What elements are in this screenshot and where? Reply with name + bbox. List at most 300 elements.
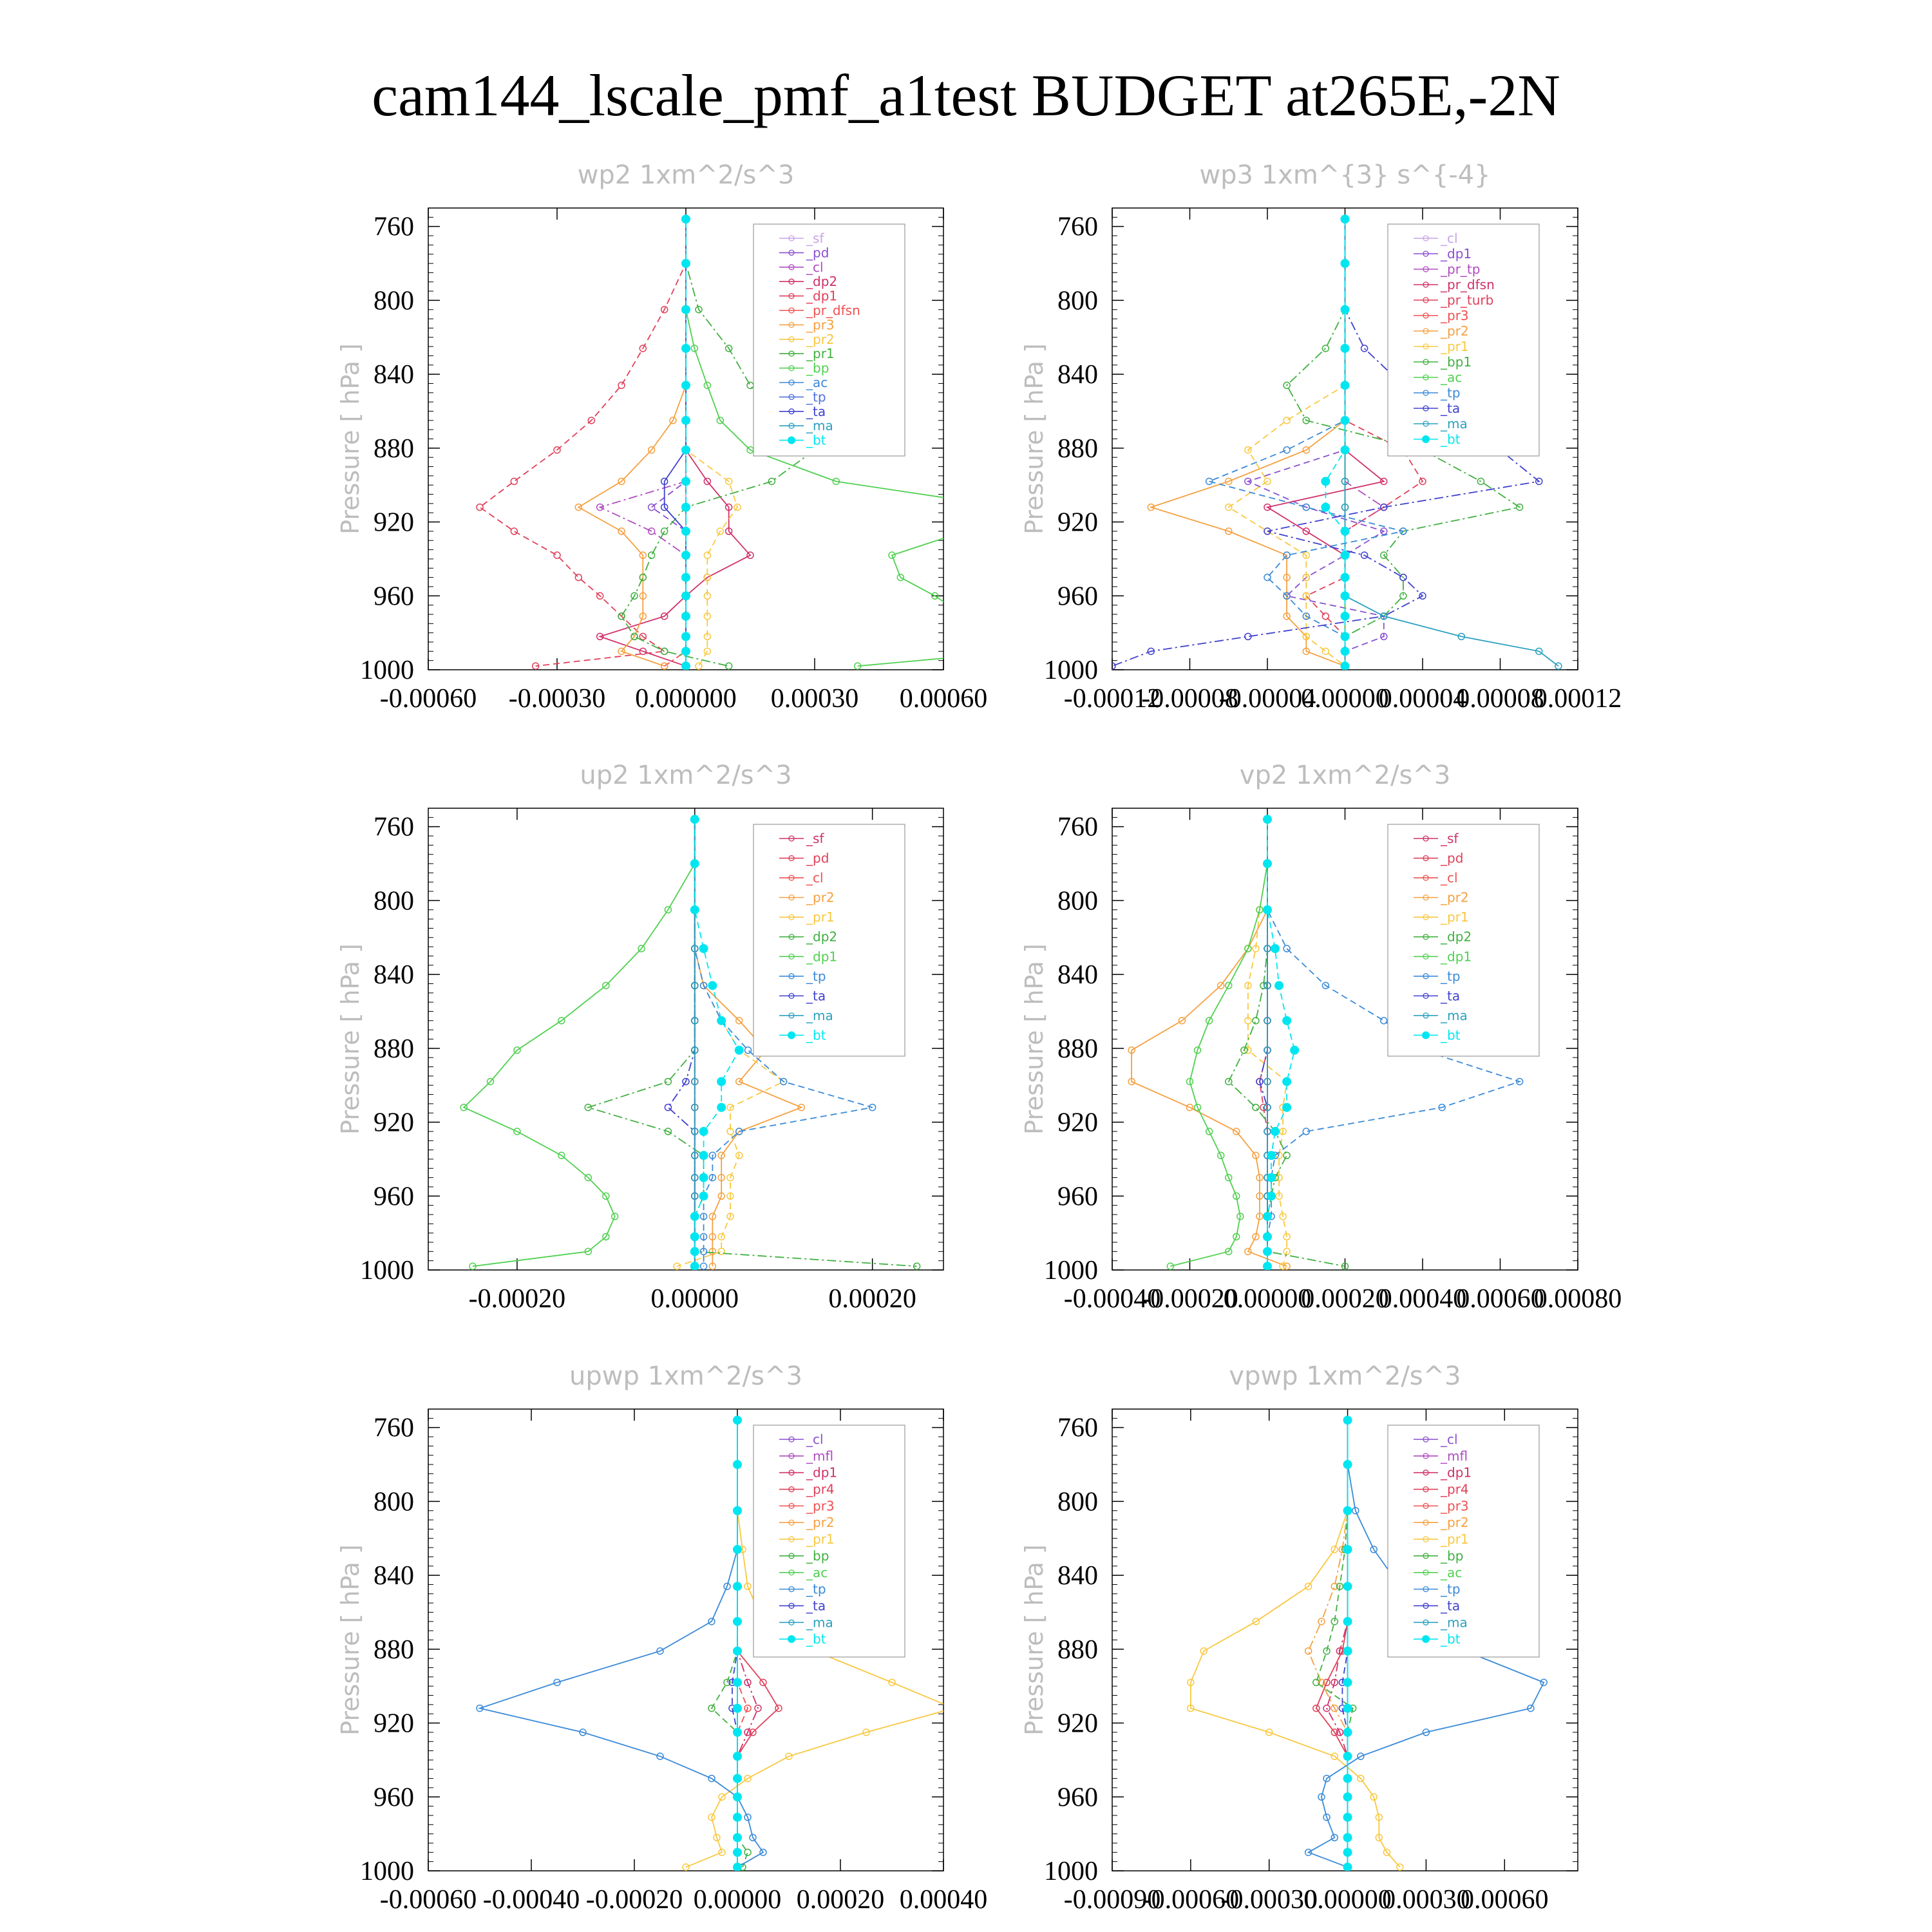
data-point-bt — [1343, 1582, 1352, 1591]
x-tick-label: 0.00000 — [1223, 1284, 1312, 1314]
data-point-bt — [733, 1833, 742, 1842]
legend — [1388, 824, 1539, 1056]
legend-label: _dp1 — [1441, 246, 1472, 261]
data-point-bt — [690, 905, 699, 914]
y-tick-label: 800 — [1057, 286, 1098, 316]
data-point-bt — [681, 503, 690, 512]
data-point-bt — [681, 214, 690, 223]
data-point-bt — [1341, 381, 1350, 390]
y-axis-label: Pressure [ hPa ] — [336, 1544, 365, 1736]
legend-label: _sf — [806, 831, 824, 846]
data-point-bt — [699, 1151, 708, 1160]
data-point-bp — [961, 613, 968, 620]
x-tick-label: 0.00008 — [1456, 684, 1544, 714]
y-tick-label: 880 — [374, 433, 414, 464]
y-tick-label: 840 — [374, 360, 414, 390]
legend-label: _tp — [1441, 968, 1461, 984]
data-point-bt — [1263, 815, 1272, 824]
data-point-bt — [690, 1262, 699, 1271]
x-tick-label: -0.00060 — [379, 684, 477, 714]
data-point-bt — [1274, 981, 1283, 990]
data-point-dp1 — [575, 574, 582, 581]
data-point-bp — [961, 528, 968, 535]
panel-title: vp2 1xm^2/s^3 — [1239, 761, 1451, 790]
legend-label: _pr_tp — [1441, 261, 1481, 277]
y-tick-label: 760 — [374, 812, 414, 842]
data-point-bt — [1267, 1191, 1276, 1200]
data-point-bt — [690, 815, 699, 824]
legend-label: _dp1 — [1441, 1464, 1472, 1481]
y-tick-label: 1000 — [1044, 656, 1098, 685]
data-point-pr2 — [696, 663, 702, 669]
legend-label: _bt — [806, 1631, 826, 1647]
legend-marker — [788, 1031, 795, 1039]
data-point-bt — [699, 944, 708, 953]
legend-label: _dp2 — [806, 274, 838, 290]
data-point-bt — [733, 1813, 742, 1822]
legend-label: _pd — [806, 245, 829, 261]
legend-label: _cl — [806, 259, 824, 275]
legend-label: _ma — [1441, 1007, 1468, 1023]
legend-label: _pr1 — [1441, 909, 1469, 925]
x-tick-label: 0.00012 — [1533, 684, 1622, 714]
x-tick-label: -0.00090 — [1063, 1885, 1161, 1915]
y-tick-label: 920 — [374, 507, 414, 538]
data-point-pr1 — [649, 552, 655, 558]
y-tick-label: 760 — [1057, 812, 1098, 842]
legend-label: _dp1 — [806, 1464, 838, 1481]
legend-label: _pd — [1441, 850, 1464, 866]
data-point-bt — [733, 1704, 742, 1713]
data-point-pr2 — [704, 552, 710, 558]
legend-label: _dp1 — [1441, 949, 1472, 965]
y-tick-label: 920 — [1057, 1709, 1098, 1739]
x-tick-label: -0.00060 — [1142, 1885, 1240, 1915]
figure-title: cam144_lscale_pmf_a1test BUDGET at265E,-2N — [372, 62, 1560, 128]
legend-marker — [788, 1635, 795, 1643]
legend-label: _pr2 — [1441, 323, 1469, 339]
data-point-bt — [1341, 612, 1350, 621]
legend-label: _ta — [1441, 988, 1461, 1004]
x-tick-label: 0.000000 — [635, 684, 737, 714]
data-point-bt — [1341, 305, 1350, 314]
data-point-bt — [1263, 1247, 1272, 1256]
data-point-bt — [733, 1617, 742, 1626]
legend-label: _bp — [806, 1548, 829, 1564]
x-tick-label: 0.00020 — [1301, 1284, 1389, 1314]
legend-label: _pr3 — [806, 317, 835, 333]
series-line-pr1 — [1191, 1420, 1400, 1867]
data-point-bt — [733, 1862, 742, 1871]
data-point-bp — [1018, 648, 1024, 654]
series-line-dp1 — [1170, 819, 1267, 1266]
legend-label: _pr_turb — [1441, 292, 1494, 308]
legend-marker — [1422, 1635, 1430, 1643]
legend-label: _pr3 — [1441, 1498, 1469, 1514]
legend-marker — [1422, 1031, 1430, 1039]
x-tick-label: 0.00060 — [1461, 1885, 1549, 1915]
y-tick-label: 960 — [1057, 582, 1098, 612]
y-axis-label: Pressure [ hPa ] — [1020, 1544, 1048, 1736]
legend-label: _mfl — [1441, 1448, 1468, 1464]
legend-label: _dp1 — [806, 288, 838, 304]
data-point-tp — [1283, 945, 1290, 952]
legend-label: _pr1 — [806, 909, 835, 925]
x-tick-label: -0.00020 — [1141, 1284, 1238, 1314]
data-point-pr1 — [1322, 648, 1329, 654]
legend-label: _pr2 — [806, 1515, 835, 1531]
data-point-bt — [733, 1416, 742, 1425]
x-tick-label: 0.00000 — [693, 1885, 782, 1915]
data-point-bt — [690, 859, 699, 868]
panel-2 — [1020, 160, 1622, 714]
data-point-bt — [1263, 859, 1272, 868]
data-point-bt — [1343, 1704, 1352, 1713]
legend-label: _sf — [806, 231, 824, 246]
data-point-bt — [681, 527, 690, 536]
data-point-bt — [1282, 1077, 1291, 1086]
series-line-pr2 — [686, 219, 737, 666]
legend-label: _cl — [1441, 231, 1458, 246]
legend-label: _bp — [1441, 1548, 1464, 1564]
legend — [753, 824, 905, 1056]
data-point-bt — [1343, 1545, 1352, 1554]
data-point-bt — [681, 591, 690, 600]
data-point-bt — [1341, 573, 1350, 582]
data-point-bt — [733, 1848, 742, 1857]
data-point-pd — [649, 504, 655, 511]
legend-label: _dp1 — [806, 949, 838, 965]
data-point-bt — [681, 647, 690, 656]
data-point-bt — [681, 661, 690, 670]
data-point-pr1 — [661, 648, 668, 654]
series-line-bp — [712, 1420, 748, 1867]
legend-label: _dp2 — [1441, 929, 1472, 945]
y-tick-label: 960 — [374, 1783, 414, 1813]
data-point-bt — [681, 477, 690, 486]
legend-label: _pr1 — [1441, 339, 1469, 354]
data-point-bt — [681, 381, 690, 390]
y-tick-label: 840 — [1057, 1561, 1098, 1591]
y-tick-label: 800 — [1057, 1487, 1098, 1517]
legend — [1388, 224, 1539, 456]
data-point-bt — [1271, 1127, 1280, 1136]
panel-5 — [336, 1361, 987, 1915]
data-point-bt — [733, 1647, 742, 1656]
data-point-bt — [708, 981, 717, 990]
data-point-pr1 — [951, 1705, 957, 1712]
legend-label: _ac — [1441, 370, 1463, 385]
legend-label: _pr3 — [806, 1498, 835, 1514]
y-tick-label: 920 — [374, 1108, 414, 1138]
panel-title: vpwp 1xm^2/s^3 — [1229, 1361, 1461, 1391]
legend-label: _ta — [1441, 401, 1461, 416]
data-point-bt — [1343, 1752, 1352, 1761]
data-point-bt — [699, 1191, 708, 1200]
data-point-pr1 — [1283, 417, 1290, 424]
legend-label: _cl — [806, 870, 824, 886]
data-point-bt — [1343, 1460, 1352, 1469]
series-line-pr2 — [1151, 219, 1345, 666]
legend-label: _pr3 — [1441, 308, 1469, 323]
data-point-bt — [1263, 1212, 1272, 1221]
x-tick-label: -0.00040 — [1063, 1284, 1161, 1314]
data-point-bt — [1271, 944, 1280, 953]
legend-label: _bt — [1441, 1027, 1461, 1043]
series-line-dp2 — [600, 219, 750, 666]
data-point-bt — [690, 1247, 699, 1256]
data-point-bt — [1341, 551, 1350, 560]
legend-label: _pr_dfsn — [1441, 277, 1495, 292]
y-tick-label: 800 — [1057, 886, 1098, 916]
data-point-bt — [1343, 1728, 1352, 1737]
y-tick-label: 800 — [374, 886, 414, 916]
x-tick-label: -0.00020 — [468, 1284, 566, 1314]
data-point-bt — [1341, 647, 1350, 656]
legend-label: _pr2 — [1441, 1515, 1469, 1531]
data-point-bt — [681, 612, 690, 621]
data-point-bt — [690, 1212, 699, 1221]
data-point-tp — [1283, 447, 1290, 453]
data-point-bt — [733, 1752, 742, 1761]
data-point-bt — [1341, 214, 1350, 223]
data-point-bt — [681, 344, 690, 353]
y-tick-label: 840 — [1057, 960, 1098, 990]
data-point-bt — [1341, 661, 1350, 670]
legend-label: _ta — [806, 988, 826, 1004]
data-point-bt — [690, 1232, 699, 1241]
x-tick-label: 0.00030 — [770, 684, 859, 714]
y-axis-label: Pressure [ hPa ] — [336, 343, 365, 535]
data-point-bt — [681, 416, 690, 425]
x-tick-label: 0.00040 — [1378, 1284, 1467, 1314]
data-point-pr1 — [747, 382, 753, 388]
legend-label: _pr4 — [806, 1481, 835, 1497]
data-point-bt — [1341, 527, 1350, 536]
data-point-bt — [1343, 1848, 1352, 1857]
legend-label: _pr2 — [806, 331, 835, 347]
data-point-bt — [1321, 477, 1330, 486]
data-point-bt — [681, 446, 690, 455]
data-point-bt — [733, 1792, 742, 1801]
y-tick-label: 880 — [1057, 433, 1098, 464]
data-point-bt — [1263, 1262, 1272, 1271]
legend-label: _tp — [806, 968, 826, 984]
data-point-bt — [1341, 344, 1350, 353]
y-tick-label: 880 — [1057, 1034, 1098, 1064]
y-tick-label: 1000 — [1044, 1857, 1098, 1886]
y-tick-label: 880 — [374, 1634, 414, 1665]
data-point-bt — [1267, 1151, 1276, 1160]
x-tick-label: 0.00000 — [1303, 1885, 1392, 1915]
x-tick-label: 0.00020 — [796, 1885, 885, 1915]
data-point-bt — [1343, 1833, 1352, 1842]
data-point-bt — [717, 1103, 726, 1112]
data-point-bt — [1343, 1792, 1352, 1801]
data-point-bp — [744, 1849, 751, 1855]
legend-label: _cl — [806, 1432, 824, 1447]
x-tick-label: -0.00040 — [482, 1885, 580, 1915]
data-point-bt — [733, 1506, 742, 1515]
data-point-bt — [681, 551, 690, 560]
y-tick-label: 760 — [1057, 1413, 1098, 1443]
y-tick-label: 960 — [1057, 1783, 1098, 1813]
x-tick-label: -0.00008 — [1141, 684, 1238, 714]
data-point-bt — [1341, 591, 1350, 600]
data-point-bt — [1282, 1016, 1291, 1025]
x-tick-label: -0.00012 — [1063, 684, 1161, 714]
x-tick-label: 0.00060 — [1456, 1284, 1544, 1314]
x-tick-label: 0.00020 — [828, 1284, 916, 1314]
legend-marker — [788, 437, 795, 444]
x-tick-label: 0.00000 — [1301, 684, 1389, 714]
y-tick-label: 840 — [374, 1561, 414, 1591]
legend-label: _ma — [806, 1615, 833, 1631]
x-tick-label: 0.00004 — [1378, 684, 1467, 714]
data-point-bt — [733, 1774, 742, 1783]
legend-label: _pr1 — [806, 1531, 835, 1548]
panel-1 — [336, 160, 1024, 714]
data-point-ta — [665, 1104, 671, 1111]
series-line-dp1 — [464, 819, 695, 1266]
legend-label: _ac — [806, 375, 828, 390]
legend-label: _pd — [806, 850, 829, 866]
y-tick-label: 760 — [1057, 212, 1098, 242]
legend-label: _tp — [806, 389, 826, 405]
data-point-bt — [1343, 1813, 1352, 1822]
y-tick-label: 880 — [1057, 1634, 1098, 1665]
data-point-bt — [681, 259, 690, 268]
legend — [1388, 1425, 1539, 1657]
data-point-bt — [1282, 1103, 1291, 1112]
data-point-bt — [733, 1545, 742, 1554]
data-point-tp — [745, 1047, 752, 1054]
x-tick-label: 0.00030 — [1382, 1885, 1470, 1915]
panel-title: wp3 1xm^{3} s^{-4} — [1199, 160, 1491, 190]
data-point-pr2 — [1305, 1648, 1312, 1654]
legend-label: _ta — [806, 1598, 826, 1614]
series-line-dp2 — [1229, 819, 1345, 1266]
data-point-dp2 — [665, 1078, 671, 1084]
legend-label: _dp2 — [806, 929, 838, 945]
y-tick-label: 1000 — [360, 1256, 414, 1285]
legend — [753, 224, 905, 456]
legend-label: _ta — [1441, 1598, 1461, 1614]
data-point-bt — [1343, 1416, 1352, 1425]
panel-3 — [336, 761, 943, 1314]
data-point-bt — [1341, 632, 1350, 641]
legend-label: _bp1 — [1441, 354, 1472, 370]
series-line-dp1 — [480, 219, 686, 666]
data-point-bt — [681, 573, 690, 582]
data-point-bt — [1343, 1862, 1352, 1871]
legend-label: _ma — [1441, 416, 1468, 431]
data-point-bp — [1005, 504, 1011, 511]
data-point-tp — [1264, 574, 1271, 581]
data-point-bt — [681, 305, 690, 314]
x-tick-label: -0.00060 — [379, 1885, 477, 1915]
data-point-dp1 — [511, 528, 517, 535]
data-point-bt — [699, 1127, 708, 1136]
panel-title: up2 1xm^2/s^3 — [580, 761, 792, 790]
data-point-bt — [1267, 1173, 1276, 1182]
x-tick-label: 0.00040 — [899, 1885, 988, 1915]
x-tick-label: 0.00000 — [650, 1284, 739, 1314]
legend-label: _cl — [1441, 870, 1458, 886]
data-point-bt — [733, 1460, 742, 1469]
y-tick-label: 960 — [1057, 1182, 1098, 1212]
legend-label: _mfl — [806, 1448, 834, 1464]
data-point-bt — [717, 1077, 726, 1086]
y-tick-label: 880 — [374, 1034, 414, 1064]
legend-label: _ma — [1441, 1615, 1468, 1631]
y-tick-label: 760 — [374, 1413, 414, 1443]
legend-label: _tp — [1441, 385, 1461, 401]
data-point-ta — [1361, 345, 1368, 352]
data-point-bp — [992, 633, 998, 639]
legend — [753, 1425, 905, 1657]
data-point-bt — [733, 1728, 742, 1737]
y-tick-label: 960 — [374, 582, 414, 612]
legend-label: _pr1 — [1441, 1531, 1469, 1548]
data-point-bp1 — [1322, 345, 1329, 352]
data-point-bt — [1263, 905, 1272, 914]
data-point-bt — [1343, 1678, 1352, 1687]
data-point-tp — [1381, 1018, 1387, 1024]
legend-label: _ta — [806, 403, 826, 419]
data-point-dp1 — [477, 504, 483, 511]
data-point-bt — [735, 1046, 744, 1055]
y-tick-label: 920 — [1057, 507, 1098, 538]
data-point-bt — [1343, 1506, 1352, 1515]
y-tick-label: 760 — [374, 212, 414, 242]
y-tick-label: 840 — [374, 960, 414, 990]
data-point-bt — [699, 1173, 708, 1182]
legend-label: _pr2 — [1441, 889, 1469, 905]
y-tick-label: 1000 — [360, 1857, 414, 1886]
legend-label: _ma — [806, 1007, 833, 1023]
y-axis-label: Pressure [ hPa ] — [1020, 343, 1048, 535]
y-tick-label: 1000 — [360, 656, 414, 685]
data-point-dp2 — [1283, 1152, 1290, 1159]
panel-title: upwp 1xm^2/s^3 — [569, 1361, 802, 1391]
y-tick-label: 800 — [374, 1487, 414, 1517]
legend-label: _ac — [1441, 1564, 1463, 1580]
legend-label: _tp — [806, 1581, 826, 1597]
data-point-pr_turb — [1322, 613, 1329, 620]
data-point-bt — [733, 1678, 742, 1687]
legend-label: _pr1 — [806, 346, 835, 362]
data-point-bt — [1321, 503, 1330, 512]
y-tick-label: 960 — [374, 1182, 414, 1212]
data-point-bt — [1341, 446, 1350, 455]
legend-label: _cl — [1441, 1432, 1458, 1447]
series-group — [477, 214, 1024, 670]
y-tick-label: 920 — [1057, 1108, 1098, 1138]
x-tick-label: -0.00030 — [1220, 1885, 1318, 1915]
legend-label: _pr_dfsn — [806, 303, 860, 318]
x-tick-label: -0.00004 — [1218, 684, 1316, 714]
y-tick-label: 800 — [374, 286, 414, 316]
legend-label: _sf — [1441, 831, 1459, 846]
y-tick-label: 1000 — [1044, 1256, 1098, 1285]
panel-4 — [1020, 761, 1622, 1314]
legend-label: _bt — [1441, 431, 1461, 447]
data-point-dp1 — [511, 478, 517, 484]
legend-label: _ac — [806, 1564, 828, 1580]
data-point-bt — [1341, 416, 1350, 425]
y-tick-label: 840 — [1057, 360, 1098, 390]
